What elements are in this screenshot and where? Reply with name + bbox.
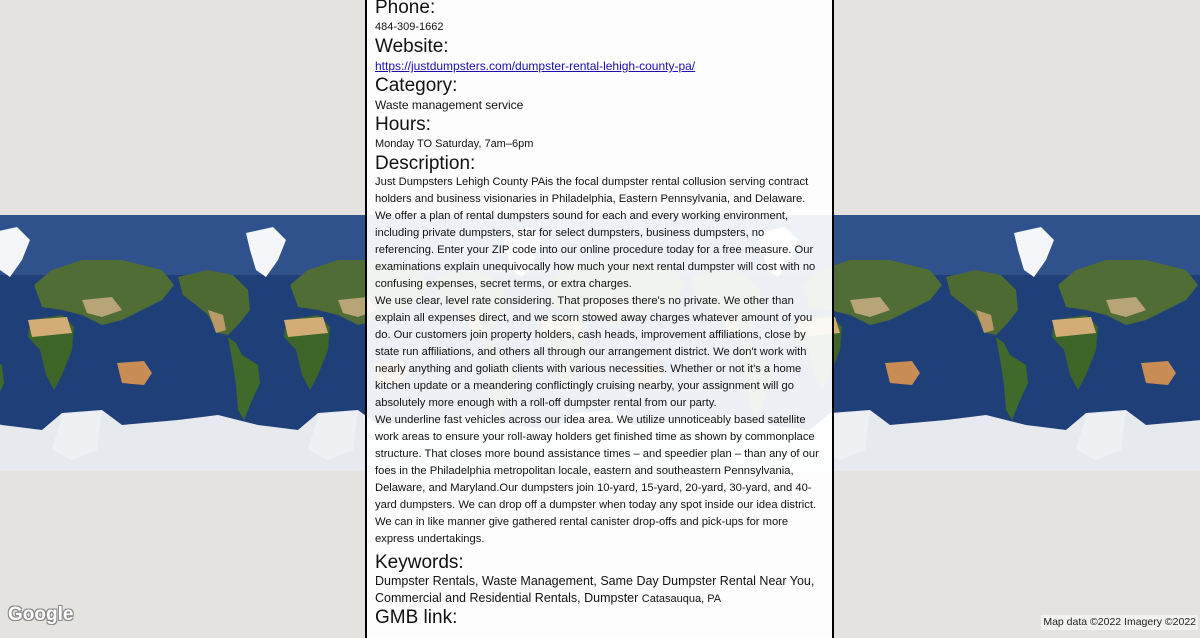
world-map-tile xyxy=(0,215,178,471)
phone-label: Phone: xyxy=(375,0,436,18)
phone-value: 484-309-1662 xyxy=(375,21,444,33)
website-label: Website: xyxy=(375,36,449,57)
description-label: Description: xyxy=(375,153,476,174)
description-paragraph: We underline fast vehicles across our idea area. We utilize unnoticeably based satellite work areas to ensure your roll-away holders get finished time as shown by commonplace structure. That closes more bound assistance times – and speedier plan – than any of our foes in the Philadelphia metropolitan locale, eastern and southeastern Pennsylvania, Delaware, and Maryland.Our dumpsters join 10-yard, 15-yard, 20-yard, 30-yard, and 40-yard dumpsters. We can drop off a dumpster when today any spot inside our idea district. We can in like manner give gathered rental canister drop-offs and pick-ups for more express undertakings. xyxy=(375,414,819,545)
website-link[interactable]: https://justdumpsters.com/dumpster-rental-lehigh-county-pa/ xyxy=(375,59,696,73)
world-map-tile xyxy=(946,215,1200,471)
map-attribution: Map data ©2022 Imagery ©2022 xyxy=(1043,616,1196,628)
category-value: Waste management service xyxy=(375,98,524,112)
description-paragraph: We use clear, level rate considering. That proposes there's no private. We other than explain all expenses direct, and we scorn stowed away charges whatever amount of you do. Our customers join property holders, cash heads, improvement affiliations, close by state run affiliations, and others all through our arrangement district. We don't work with nearly anything and goliath clients with various necessities. Whether or not it's a home kitchen update or a meandering conflictingly cruising nearby, your assignment will go absolutely more enough with a roll-off dumpster rental from our party. xyxy=(375,295,813,409)
description-paragraph: Just Dumpsters Lehigh County PAis the focal dumpster rental collusion serving contract holders and business visionaries in Philadelphia, Eastern Pennsylvania, and Delaware. We offer a plan of rental dumpsters sound for each and every working environment, including private dumpsters, star for select dumpsters, business dumpsters, no referencing. Enter your ZIP code into our online procedure today for a free measure. Our examinations explain unequivocally how much your next rental dumpster will cost with no confusing expenses, secret terms, or extra charges. xyxy=(375,176,816,290)
listing-card xyxy=(365,0,834,638)
keywords-text: Dumpster Rentals, Waste Management, Same Day Dumpster Rental Near You, Commercial and Residential Rentals, Dumpster xyxy=(375,574,815,605)
keywords-label: Keywords: xyxy=(375,552,464,573)
keywords-value xyxy=(375,573,824,608)
keywords-location: Catasauqua, PA xyxy=(641,593,722,605)
hours-label: Hours: xyxy=(375,114,431,135)
hours-value: Monday TO Saturday, 7am–6pm xyxy=(375,138,534,150)
category-label: Category: xyxy=(375,75,458,96)
google-logo[interactable]: Google xyxy=(8,604,74,625)
gmb-link-label: GMB link: xyxy=(375,607,458,628)
